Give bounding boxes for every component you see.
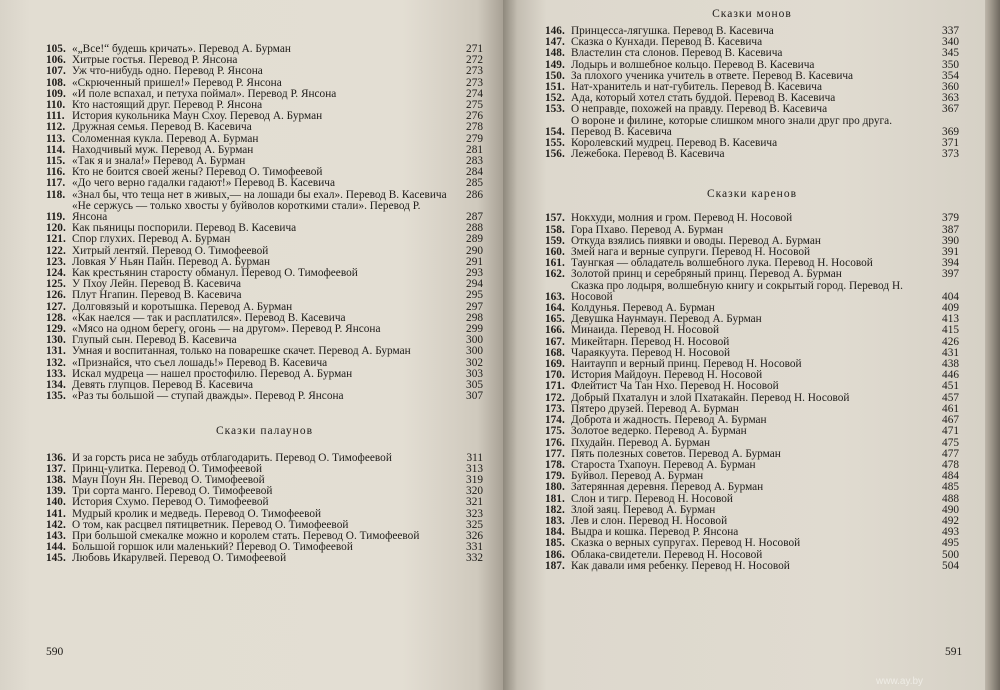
entry-title: Три сорта манго. Перевод О. Тимофеевой: [72, 485, 273, 498]
toc-entry: [545, 482, 959, 493]
entry-page: 451: [942, 380, 959, 393]
entry-page: 271: [466, 43, 483, 55]
entry-title: «Скрюченный пришел!» Перевод Р. Янсона: [72, 76, 282, 89]
entry-number: 152.: [545, 92, 565, 105]
toc-entry: [545, 269, 959, 280]
entry-number: 131.: [46, 345, 66, 358]
entry-page: 477: [942, 447, 959, 460]
entry-title: Буйвол. Перевод А. Бурман: [571, 470, 704, 483]
section-heading-palaun: Сказки палаунов: [215, 424, 314, 437]
entry-page: 340: [942, 36, 959, 49]
entry-page: 293: [466, 267, 483, 280]
entry-number: 174.: [545, 414, 565, 427]
entry-page: 488: [942, 492, 959, 505]
entry-number: 132.: [46, 356, 66, 369]
page-number-right: 591: [945, 646, 963, 658]
entry-title: Облака-свидетели. Перевод Н. Носовой: [571, 548, 763, 561]
entry-title: Минаида. Перевод Н. Носовой: [571, 324, 720, 337]
page-edge: [985, 0, 1000, 690]
entry-page: 431: [942, 346, 959, 359]
entry-page: 332: [466, 552, 483, 565]
entry-page: 300: [466, 334, 483, 347]
entry-page: 321: [466, 496, 483, 509]
toc-entry: [46, 553, 483, 564]
toc-entry: [545, 381, 959, 392]
entry-title: Хитрый лентяй. Перевод О. Тимофеевой: [72, 244, 269, 257]
entry-page: 371: [942, 137, 959, 150]
entry-number: 141.: [46, 507, 66, 520]
entry-page: 300: [466, 345, 483, 358]
entry-title: За плохого ученика учитель в ответе. Перевод В. Касевича: [571, 69, 854, 82]
entry-title: Умная и воспитанная, только на поварешке скачет. Перевод А. Бурман: [72, 345, 411, 358]
toc-entry: [46, 497, 483, 508]
entry-page: 295: [466, 289, 483, 302]
entry-page: 493: [942, 526, 959, 539]
entry-title: История кукольника Маун Схоу. Перевод А. Бурман: [72, 110, 323, 123]
entry-title: Долговязый и коротышка. Перевод А. Бурман: [72, 300, 293, 313]
entry-number: 163.: [545, 290, 565, 303]
entry-page: 325: [466, 518, 483, 531]
entry-page: 467: [942, 414, 959, 427]
entry-page: 485: [942, 481, 959, 494]
entry-number: 179.: [545, 470, 565, 483]
entry-number: 139.: [46, 485, 66, 498]
entry-page: 369: [942, 125, 959, 138]
entry-title: История Майдоун. Перевод Н. Носовой: [571, 369, 763, 382]
entry-title: Соломенная кукла. Перевод А. Бурман: [72, 132, 259, 145]
entry-title: Лев и слон. Перевод Н. Носовой: [571, 514, 728, 527]
entry-title: Любовь Икарулвей. Перевод О. Тимофеевой: [72, 552, 287, 565]
entry-number: 165.: [545, 313, 565, 326]
entry-number: 122.: [46, 244, 66, 257]
entry-page: 475: [942, 436, 959, 449]
entry-title: Гора Пхаво. Перевод А. Бурман: [571, 223, 724, 236]
section-heading-mon: Сказки монов: [712, 8, 792, 20]
entry-title: История Схумо. Перевод О. Тимофеевой: [72, 496, 269, 509]
entry-page: 397: [942, 268, 959, 281]
entry-page: 360: [942, 81, 959, 94]
entry-page: 326: [466, 529, 483, 542]
entry-number: 121.: [46, 233, 66, 246]
entry-number: 143.: [46, 529, 66, 542]
entry-title: Сказка о верных супругах. Перевод Н. Носовой: [571, 537, 801, 550]
entry-page: 350: [942, 58, 959, 71]
entry-title: «Раз ты большой — ступай дважды». Перевод Р. Янсона: [72, 390, 344, 403]
entry-page: 276: [466, 110, 483, 123]
entry-title: Хитрые гостья. Перевод Р. Янсона: [72, 54, 238, 67]
entry-page: 363: [942, 92, 959, 105]
entry-title: «Признайся, что съел лошадь!» Перевод В. Касевича: [72, 356, 328, 369]
entry-number: 153.: [545, 103, 565, 116]
entry-page: 404: [942, 290, 959, 303]
toc-entry: [46, 234, 483, 245]
entry-page: 302: [466, 356, 483, 369]
entry-title: «Знал бы, что теща нет в живых,— на лошади бы ехал». Перевод В. Касевича: [72, 188, 447, 201]
entry-title: Как крестьянин старосту обманул. Перевод О. Тимофеевой: [72, 267, 358, 280]
entry-title: О вороне и филине, которые слишком много знали друг про друга. Перевод В. Касевича: [571, 114, 893, 138]
entry-page: 281: [466, 143, 483, 156]
entry-page: 387: [942, 223, 959, 236]
entry-title: Сказка про лодыря, волшебную книгу и сокрытый город. Перевод Н. Носовой: [571, 279, 903, 303]
toc-entry: [46, 178, 483, 189]
contents-list-karen: [545, 213, 959, 572]
entry-title: Злой заяц. Перевод А. Бурман: [571, 503, 716, 516]
entry-title: Доброта и жадность. Перевод А. Бурман: [571, 414, 767, 427]
entry-page: 289: [466, 233, 483, 246]
entry-page: 500: [942, 548, 959, 561]
entry-page: 287: [466, 211, 483, 224]
entry-number: 123.: [46, 255, 66, 268]
entry-number: 156.: [545, 148, 565, 161]
entry-number: 115.: [46, 155, 66, 168]
entry-title: «„Все!“ будешь кричать». Перевод А. Бурман: [72, 43, 291, 55]
entry-page: 278: [466, 121, 483, 134]
entry-number: 106.: [46, 54, 66, 67]
entry-number: 186.: [545, 548, 565, 561]
entry-number: 161.: [545, 257, 565, 270]
entry-number: 111.: [46, 110, 65, 123]
entry-number: 167.: [545, 335, 565, 348]
entry-page: 294: [466, 278, 483, 291]
entry-page: 457: [942, 391, 959, 404]
entry-title: Микейтарн. Перевод Н. Носовой: [571, 335, 730, 348]
entry-number: 178.: [545, 458, 565, 471]
entry-number: 127.: [46, 300, 66, 313]
entry-page: 286: [466, 188, 483, 201]
entry-title: Змей нага и верные супруги. Перевод Н. Носовой: [571, 246, 811, 259]
toc-entry: [545, 149, 959, 160]
entry-page: 272: [466, 54, 483, 67]
entry-number: 120.: [46, 222, 66, 235]
toc-entry: [545, 116, 959, 138]
entry-page: 275: [466, 99, 483, 112]
entry-title: Властелин ста слонов. Перевод В. Касевича: [571, 47, 783, 60]
toc-entry: [46, 201, 483, 223]
entry-page: 504: [942, 559, 959, 572]
entry-page: 354: [942, 69, 959, 82]
toc-entry: [46, 391, 483, 402]
entry-number: 130.: [46, 334, 66, 347]
entry-page: 390: [942, 234, 959, 247]
entry-number: 140.: [46, 496, 66, 509]
entry-title: Искал мудреца — нашел простофилю. Перевод А. Бурман: [72, 367, 353, 380]
entry-title: Нокхуди, молния и гром. Перевод Н. Носовой: [571, 212, 793, 225]
entry-page: 337: [942, 25, 959, 37]
toc-entry: [545, 281, 959, 303]
entry-number: 175.: [545, 425, 565, 438]
entry-number: 125.: [46, 278, 66, 291]
entry-number: 112.: [46, 121, 66, 134]
entry-title: У Пхоу Лейн. Перевод В. Касевича: [72, 278, 242, 291]
entry-title: Девушка Наунмаун. Перевод А. Бурман: [571, 313, 762, 326]
entry-page: 394: [942, 257, 959, 270]
entry-page: 446: [942, 369, 959, 382]
entry-title: Плут Нгапин. Перевод В. Касевича: [72, 289, 242, 302]
toc-entry: [545, 561, 959, 572]
entry-page: 478: [942, 458, 959, 471]
entry-title: Нат-хранитель и нат-губитель. Перевод В. Касевича: [571, 81, 823, 94]
entry-number: 118.: [46, 188, 66, 201]
entry-title: Находчивый муж. Перевод А. Бурман: [72, 143, 254, 156]
entry-number: 157.: [545, 212, 565, 225]
entry-title: Лодырь и волшебное кольцо. Перевод В. Касевича: [571, 58, 815, 71]
entry-number: 110.: [46, 99, 66, 112]
entry-number: 114.: [46, 143, 66, 156]
entry-number: 166.: [545, 324, 565, 337]
entry-page: 490: [942, 503, 959, 516]
right-page: [503, 0, 985, 690]
toc-entry: [545, 104, 959, 115]
entry-number: 135.: [46, 390, 66, 403]
entry-title: Принц-улитка. Перевод О. Тимофеевой: [72, 462, 263, 475]
toc-entry: [545, 48, 959, 59]
entry-title: Маун Поун Ян. Перевод О. Тимофеевой: [72, 473, 265, 486]
entry-page: 320: [466, 485, 483, 498]
entry-number: 182.: [545, 503, 565, 516]
entry-page: 283: [466, 155, 483, 168]
entry-title: Большой горшок или маленький? Перевод О. Тимофеевой: [72, 541, 353, 554]
entry-title: Староста Тхапоун. Перевод А. Бурман: [571, 458, 756, 471]
toc-entry: [46, 346, 483, 357]
entry-number: 129.: [46, 323, 66, 336]
entry-page: 273: [466, 76, 483, 89]
entry-number: 134.: [46, 379, 66, 392]
entry-title: Королевский мудрец. Перевод В. Касевича: [571, 137, 778, 150]
entry-page: 297: [466, 300, 483, 313]
toc-entry: [46, 66, 483, 77]
entry-title: Сказка о Кунхади. Перевод В. Касевича: [571, 36, 763, 49]
entry-number: 171.: [545, 380, 565, 393]
toc-entry: [545, 325, 959, 336]
entry-title: «Так я и знала!» Перевод А. Бурман: [72, 155, 246, 168]
entry-title: Лежебока. Перевод В. Касевича: [571, 148, 725, 161]
entry-page: 273: [466, 65, 483, 78]
entry-number: 170.: [545, 369, 565, 382]
entry-page: 311: [466, 451, 483, 464]
entry-title: Кто настоящий друг. Перевод Р. Янсона: [72, 99, 263, 112]
entry-page: 495: [942, 537, 959, 550]
entry-number: 177.: [545, 447, 565, 460]
entry-number: 146.: [545, 25, 565, 37]
entry-number: 113.: [46, 132, 66, 145]
entry-title: Таунгкая — обладатель волшебного лука. Перевод Н. Носовой: [571, 257, 873, 270]
entry-title: Золотое ведерко. Перевод А. Бурман: [571, 425, 747, 438]
entry-page: 461: [942, 402, 959, 415]
entry-number: 184.: [545, 526, 565, 539]
entry-number: 176.: [545, 436, 565, 449]
entry-page: 303: [466, 367, 483, 380]
entry-title: Ловкая У Ньян Пайн. Перевод А. Бурман: [72, 255, 271, 268]
entry-page: 279: [466, 132, 483, 145]
entry-page: 373: [942, 148, 959, 161]
entry-number: 116.: [46, 166, 66, 179]
entry-number: 154.: [545, 125, 565, 138]
entry-number: 138.: [46, 473, 66, 486]
entry-title: Девять глупцов. Перевод В. Касевича: [72, 379, 254, 392]
entry-number: 185.: [545, 537, 565, 550]
entry-title: Откуда взялись пиявки и оводы. Перевод А. Бурман: [571, 234, 821, 247]
entry-page: 379: [942, 212, 959, 225]
entry-page: 426: [942, 335, 959, 348]
entry-title: Спор глухих. Перевод А. Бурман: [72, 233, 231, 246]
entry-number: 107.: [46, 65, 66, 78]
contents-list-top: [46, 44, 483, 403]
entry-title: Принцесса-лягушка. Перевод В. Касевича: [571, 25, 774, 37]
toc-entry: [46, 122, 483, 133]
entry-number: 128.: [46, 311, 66, 324]
entry-page: 298: [466, 311, 483, 324]
entry-page: 345: [942, 47, 959, 60]
entry-page: 484: [942, 470, 959, 483]
entry-title: «До чего верно гадалки гадают!» Перевод В. Касевича: [72, 177, 335, 190]
contents-list-mon: [545, 26, 959, 160]
entry-number: 160.: [545, 246, 565, 259]
entry-number: 155.: [545, 137, 565, 150]
entry-title: О неправде, похожей на правду. Перевод В. Касевича: [571, 103, 828, 116]
section-heading-karen: Сказки каренов: [706, 188, 798, 201]
toc-entry: [545, 213, 959, 224]
entry-page: 323: [466, 507, 483, 520]
entry-title: При большой смекалке можно и королем стать. Перевод О. Тимофеевой: [72, 529, 420, 542]
entry-title: Добрый Пхаталун и злой Пхатакайн. Перевод Н. Носовой: [571, 391, 850, 404]
entry-page: 274: [466, 87, 483, 100]
entry-number: 137.: [46, 462, 66, 475]
entry-page: 331: [466, 541, 483, 554]
entry-number: 173.: [545, 402, 565, 415]
entry-title: О том, как расцвел пятицветник. Перевод О. Тимофеевой: [72, 518, 349, 531]
entry-number: 105.: [46, 43, 66, 55]
entry-number: 133.: [46, 367, 66, 380]
entry-title: «И поле вспахал, и петуха поймал». Перевод Р. Янсона: [72, 87, 337, 100]
entry-title: Флейтист Ча Тан Нхо. Перевод Н. Носовой: [571, 380, 779, 393]
entry-title: Уж что-нибудь одно. Перевод Р. Янсона: [72, 65, 263, 78]
entry-number: 159.: [545, 234, 565, 247]
entry-number: 126.: [46, 289, 66, 302]
page-number-left: 590: [46, 646, 64, 658]
entry-title: И за горсть риса не забудь отблагодарить. Перевод О. Тимофеевой: [72, 451, 392, 464]
watermark: www.ay.by: [876, 676, 924, 687]
entry-title: Как давали имя ребенку. Перевод Н. Носовой: [571, 559, 790, 572]
entry-title: Дружная семья. Перевод В. Касевича: [72, 121, 252, 134]
entry-number: 169.: [545, 358, 565, 371]
entry-page: 438: [942, 358, 959, 371]
entry-title: «Мясо на одном берегу, огонь — на другом». Перевод Р. Янсона: [72, 323, 381, 336]
entry-page: 290: [466, 244, 483, 257]
entry-page: 319: [466, 473, 483, 486]
entry-number: 124.: [46, 267, 66, 280]
entry-page: 307: [466, 390, 483, 403]
entry-number: 183.: [545, 514, 565, 527]
entry-title: Ада, который хотел стать буддой. Перевод В. Касевича: [571, 92, 836, 105]
entry-number: 164.: [545, 302, 565, 315]
entry-title: Выдра и кошка. Перевод Р. Янсона: [571, 526, 739, 539]
entry-title: Затерянная деревня. Перевод А. Бурман: [571, 481, 764, 494]
entry-page: 471: [942, 425, 959, 438]
entry-page: 285: [466, 177, 483, 190]
entry-page: 391: [942, 246, 959, 259]
entry-number: 144.: [46, 541, 66, 554]
entry-page: 492: [942, 514, 959, 527]
entry-number: 148.: [545, 47, 565, 60]
entry-page: 413: [942, 313, 959, 326]
entry-title: Глупый сын. Перевод В. Касевича: [72, 334, 237, 347]
entry-title: Пять полезных советов. Перевод А. Бурман: [571, 447, 781, 460]
contents-list-palaun: [46, 453, 483, 565]
entry-number: 180.: [545, 481, 565, 494]
toc-entry: [46, 290, 483, 301]
entry-title: Пятеро друзей. Перевод А. Бурман: [571, 402, 739, 415]
entry-number: 158.: [545, 223, 565, 236]
entry-number: 109.: [46, 87, 66, 100]
entry-title: «Как наелся — так и расплатился». Перевод В. Касевича: [72, 311, 346, 324]
entry-number: 168.: [545, 346, 565, 359]
entry-title: Слон и тигр. Перевод Н. Носовой: [571, 492, 733, 505]
entry-title: Колдунья. Перевод А. Бурман: [571, 302, 715, 315]
entry-title: Как пьяницы поспорили. Перевод В. Касевича: [72, 222, 297, 235]
entry-number: 145.: [46, 552, 66, 565]
entry-number: 108.: [46, 76, 66, 89]
entry-number: 181.: [545, 492, 565, 505]
entry-number: 117.: [46, 177, 66, 190]
entry-number: 172.: [545, 391, 565, 404]
entry-page: 305: [466, 379, 483, 392]
entry-page: 299: [466, 323, 483, 336]
entry-title: «Не сержусь — только хвосты у буйволов короткими стали». Перевод Р. Янсона: [72, 199, 421, 224]
entry-number: 119.: [46, 211, 66, 224]
entry-number: 142.: [46, 518, 66, 531]
entry-number: 150.: [545, 69, 565, 82]
entry-title: Мудрый кролик и медведь. Перевод О. Тимофеевой: [72, 507, 322, 520]
entry-title: Кто не боится своей жены? Перевод О. Тимофеевой: [72, 166, 323, 179]
entry-page: 367: [942, 103, 959, 116]
entry-page: 284: [466, 166, 483, 179]
entry-title: Наитаупп и верный принц. Перевод Н. Носовой: [571, 358, 802, 371]
entry-number: 151.: [545, 81, 565, 94]
entry-number: 187.: [545, 559, 565, 572]
entry-page: 313: [466, 462, 483, 475]
entry-page: 415: [942, 324, 959, 337]
entry-number: 149.: [545, 58, 565, 71]
toc-entry: [545, 426, 959, 437]
entry-page: 409: [942, 302, 959, 315]
entry-number: 147.: [545, 36, 565, 49]
entry-number: 162.: [545, 268, 565, 281]
entry-title: Пхудайн. Перевод А. Бурман: [571, 436, 711, 449]
entry-number: 136.: [46, 451, 66, 464]
entry-title: Золотой принц и серебряный принц. Перевод А. Бурман: [571, 268, 842, 281]
entry-page: 288: [466, 222, 483, 235]
toc-entry: [545, 538, 959, 549]
entry-title: Чараякуута. Перевод Н. Носовой: [571, 346, 731, 359]
entry-page: 291: [466, 255, 483, 268]
